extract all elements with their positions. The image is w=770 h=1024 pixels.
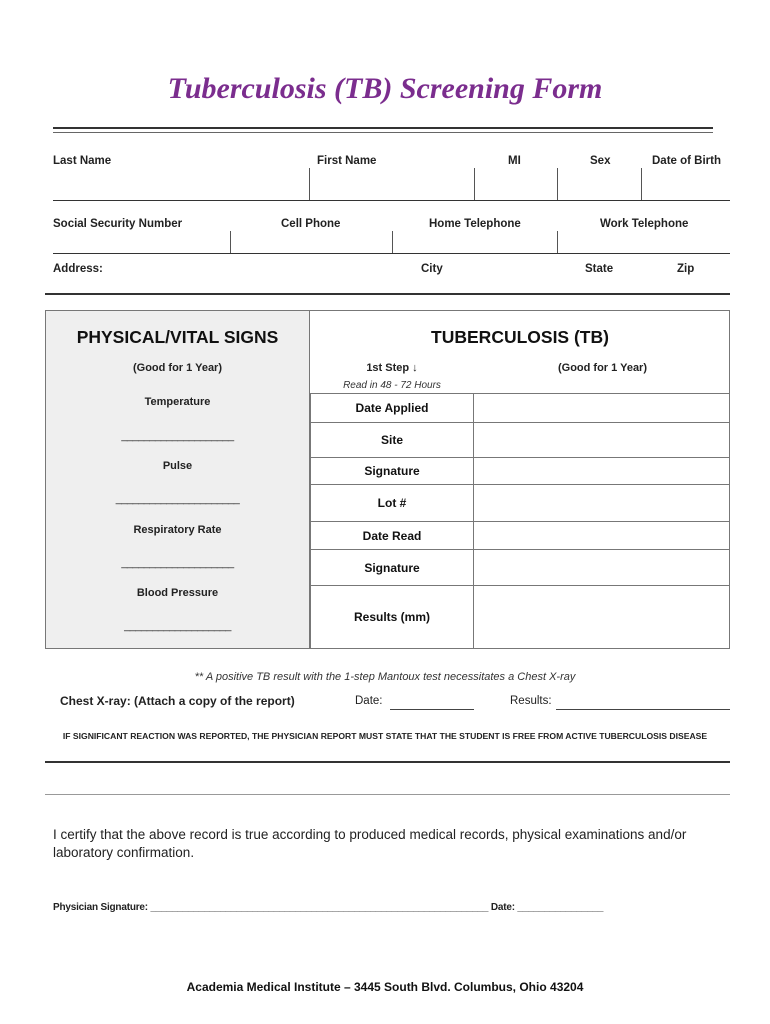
divider bbox=[392, 231, 393, 253]
tb-date-read-field[interactable] bbox=[473, 521, 730, 550]
work-telephone-label: Work Telephone bbox=[600, 218, 689, 230]
last-name-label: Last Name bbox=[53, 155, 112, 167]
certification-text: I certify that the above record is true according to produced medical records, physical examinations and/or laboratory confirmation. bbox=[53, 827, 687, 860]
title-rule-bottom bbox=[53, 132, 713, 133]
divider bbox=[309, 168, 310, 200]
tb-results-field[interactable] bbox=[473, 585, 730, 649]
tb-read-window: Read in 48 - 72 Hours bbox=[343, 380, 441, 391]
chest-xray-results-label: Results: bbox=[510, 695, 552, 707]
title-rule-top bbox=[53, 127, 713, 129]
tb-signature-field[interactable] bbox=[473, 457, 730, 485]
pulse-label: Pulse bbox=[162, 460, 193, 472]
mi-label: MI bbox=[508, 155, 521, 167]
cell-phone-label: Cell Phone bbox=[281, 218, 341, 230]
tb-row-signature-read: Signature bbox=[310, 549, 474, 586]
physician-signature-line[interactable]: Physician Signature: _______________________________________________________________ Date: ________________ bbox=[53, 902, 604, 913]
temperature-label: Temperature bbox=[144, 396, 211, 408]
footer-address: Academia Medical Institute – 3445 South Blvd. Columbus, Ohio 43204 bbox=[186, 980, 584, 994]
tb-row-date-applied: Date Applied bbox=[310, 393, 474, 423]
divider bbox=[557, 231, 558, 253]
tb-row-lot: Lot # bbox=[310, 484, 474, 522]
tb-row-site: Site bbox=[310, 422, 474, 458]
notice-line-2[interactable] bbox=[45, 794, 730, 795]
vital-signs-heading: PHYSICAL/VITAL SIGNS bbox=[76, 327, 279, 347]
zip-label: Zip bbox=[677, 263, 695, 275]
significant-reaction-notice: IF SIGNIFICANT REACTION WAS REPORTED, THE PHYSICIAN REPORT MUST STATE THAT THE STUDENT IS FREE FROM ACTIVE TUBERCULOSIS DISEASE bbox=[62, 731, 708, 741]
temperature-field[interactable]: ____________________ bbox=[121, 430, 234, 442]
tb-row-date-read: Date Read bbox=[310, 521, 474, 550]
chest-xray-note: ** A positive TB result with the 1-step Mantoux test necessitates a Chest X-ray bbox=[194, 671, 576, 683]
tb-step-label: 1st Step ↓ bbox=[366, 362, 418, 374]
tb-heading: TUBERCULOSIS (TB) bbox=[431, 327, 609, 347]
chest-xray-date-field[interactable] bbox=[390, 709, 474, 710]
pulse-field[interactable]: ______________________ bbox=[115, 493, 240, 505]
blood-pressure-field[interactable]: ___________________ bbox=[124, 620, 231, 632]
chest-xray-label: Chest X-ray: (Attach a copy of the report) bbox=[60, 694, 295, 708]
divider bbox=[641, 168, 642, 200]
tb-date-applied-field[interactable] bbox=[473, 393, 730, 423]
tb-row-results: Results (mm) bbox=[310, 585, 474, 649]
home-telephone-label: Home Telephone bbox=[429, 218, 521, 230]
city-label: City bbox=[421, 263, 443, 275]
divider bbox=[230, 231, 231, 253]
divider bbox=[557, 168, 558, 200]
form-title: Tuberculosis (TB) Screening Form bbox=[167, 72, 603, 105]
tb-row-signature: Signature bbox=[310, 457, 474, 485]
dob-label: Date of Birth bbox=[652, 155, 721, 167]
ssn-label: Social Security Number bbox=[53, 218, 183, 230]
phone-row-line[interactable] bbox=[53, 253, 730, 254]
respiratory-rate-field[interactable]: ____________________ bbox=[121, 557, 234, 569]
name-row-line[interactable] bbox=[53, 200, 730, 201]
tb-validity: (Good for 1 Year) bbox=[557, 362, 648, 374]
tb-lot-field[interactable] bbox=[473, 484, 730, 522]
vital-signs-validity: (Good for 1 Year) bbox=[132, 362, 223, 374]
address-label: Address: bbox=[53, 263, 103, 275]
tb-signature-read-field[interactable] bbox=[473, 549, 730, 586]
state-label: State bbox=[585, 263, 614, 275]
divider bbox=[474, 168, 475, 200]
chest-xray-date-label: Date: bbox=[355, 695, 383, 707]
first-name-label: First Name bbox=[317, 155, 377, 167]
chest-xray-results-field[interactable] bbox=[556, 709, 730, 710]
sex-label: Sex bbox=[590, 155, 611, 167]
tb-site-field[interactable] bbox=[473, 422, 730, 458]
address-row-line[interactable] bbox=[45, 293, 730, 295]
blood-pressure-label: Blood Pressure bbox=[136, 587, 219, 599]
respiratory-rate-label: Respiratory Rate bbox=[133, 524, 222, 536]
notice-line-1[interactable] bbox=[45, 761, 730, 763]
